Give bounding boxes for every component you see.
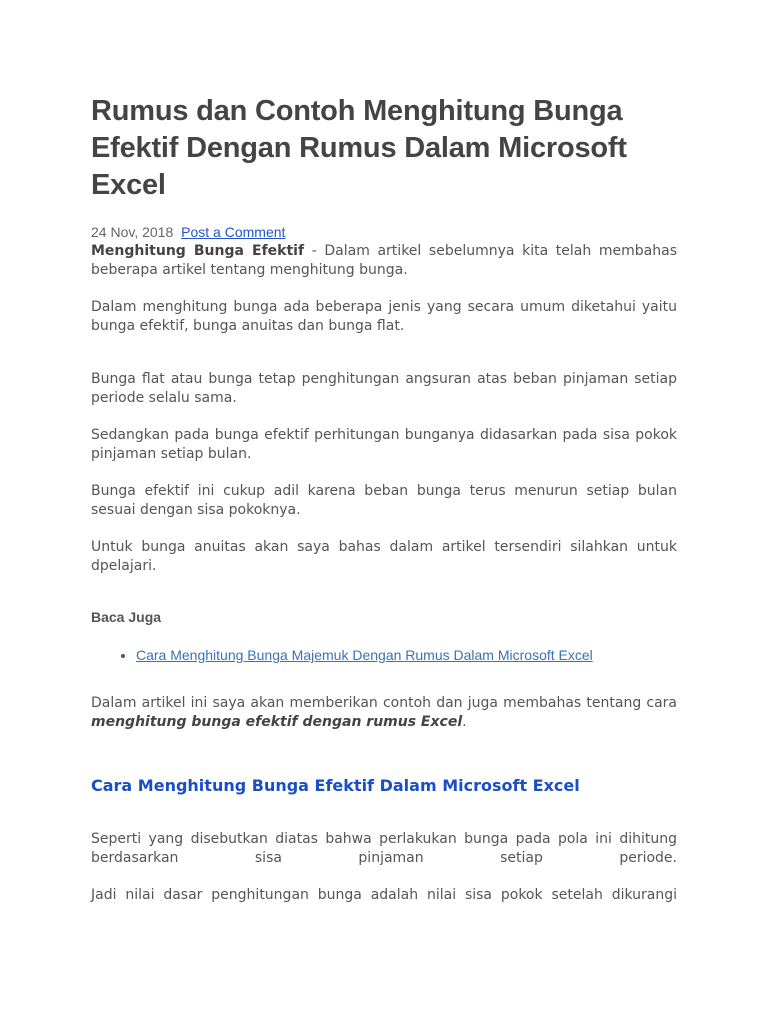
- paragraph-efektif: Sedangkan pada bunga efektif perhitungan bunganya didasarkan pada sisa pokok pinjaman setiap bulan.: [91, 427, 677, 462]
- paragraph-contoh-start: Dalam artikel ini saya akan memberikan contoh dan juga membahas tentang cara: [91, 695, 677, 711]
- intro-paragraph: [91, 242, 677, 280]
- article-title: Rumus dan Contoh Menghitung Bunga Efektif Dengan Rumus Dalam Microsoft Excel: [91, 95, 627, 201]
- paragraph-contoh: [91, 694, 677, 732]
- post-meta: [91, 224, 677, 241]
- related-link-item: [136, 647, 677, 664]
- post-date: 24 Nov, 2018: [91, 224, 174, 240]
- paragraph-types: Dalam menghitung bunga ada beberapa jenis yang secara umum diketahui yaitu bunga efektif, bunga anuitas dan bunga flat.: [91, 299, 677, 334]
- paragraph-flat: Bunga flat atau bunga tetap penghitungan angsuran atas beban pinjaman setiap periode selalu sama.: [91, 371, 677, 406]
- intro-text: - Dalam artikel sebelumnya kita telah membahas beberapa artikel tentang menghitung bunga.: [91, 243, 677, 278]
- article: [91, 0, 677, 905]
- paragraph-jadi: Jadi nilai dasar penghitungan bunga adalah nilai sisa pokok setelah dikurangi: [91, 887, 677, 903]
- intro-bold-term: Menghitung Bunga Efektif: [91, 243, 305, 259]
- related-links-list: [91, 647, 677, 664]
- post-comment-link[interactable]: Post a Comment: [181, 224, 286, 240]
- paragraph-contoh-emphasis: menghitung bunga efektif dengan rumus Excel: [91, 714, 463, 730]
- related-link-bunga-majemuk[interactable]: Cara Menghitung Bunga Majemuk Dengan Rumus Dalam Microsoft Excel: [136, 647, 593, 663]
- paragraph-anuitas: Untuk bunga anuitas akan saya bahas dalam artikel tersendiri silahkan untuk dpelajari.: [91, 539, 677, 574]
- paragraph-contoh-end: .: [462, 714, 467, 730]
- paragraph-adil: Bunga efektif ini cukup adil karena beban bunga terus menurun setiap bulan sesuai dengan sisa pokoknya.: [91, 483, 677, 518]
- baca-juga-heading: Baca Juga: [91, 609, 162, 625]
- paragraph-seperti: Seperti yang disebutkan diatas bahwa perlakukan bunga pada pola ini dihitung berdasarkan sisa pinjaman setiap periode.: [91, 831, 677, 866]
- section-heading: Cara Menghitung Bunga Efektif Dalam Microsoft Excel: [91, 776, 580, 795]
